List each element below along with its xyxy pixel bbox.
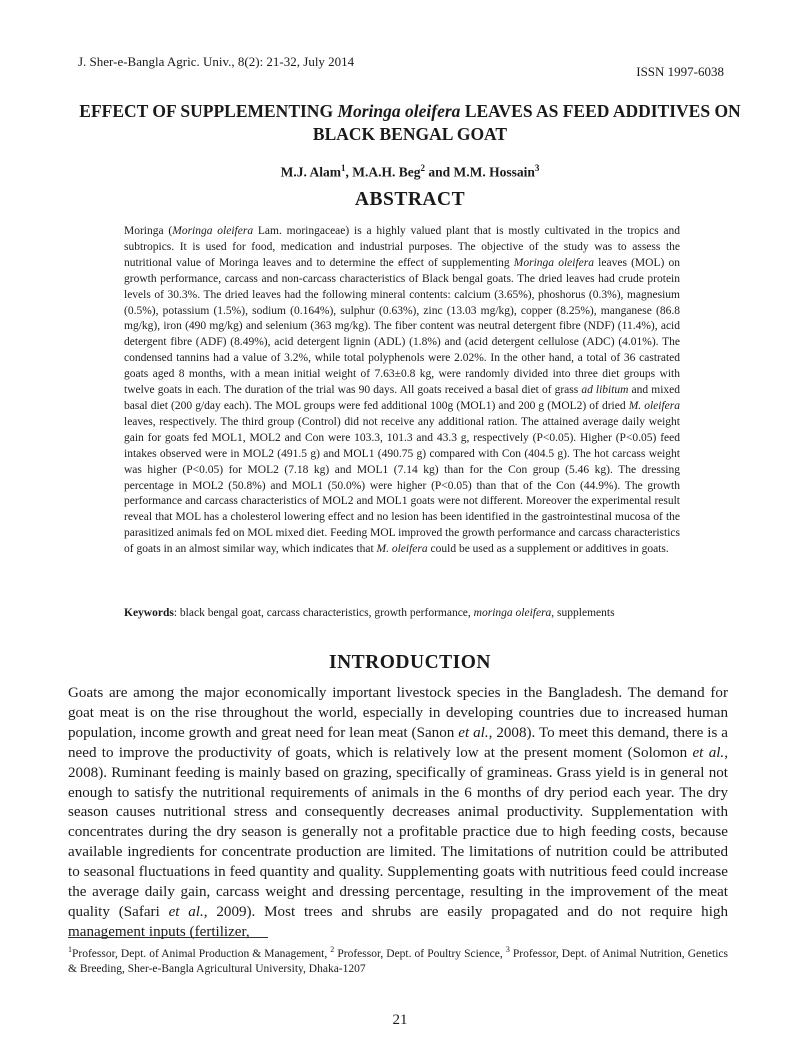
intro-text-1: Goats are among the major economically important livestock species in the Bangladesh. The demand for goat meat is on the rise throughout the world, especially in developing countries due to increased human population, income growth and great need for lean meat (Sanon xyxy=(68,685,728,741)
introduction-body xyxy=(68,684,728,943)
title-part-1: EFFECT OF SUPPLEMENTING xyxy=(79,101,338,121)
footnote-text-1: Professor, Dept. of Animal Production & Management, xyxy=(72,947,331,960)
author-1-affil: 1 xyxy=(340,163,346,173)
abstract-italic-1: Moringa oleifera xyxy=(172,225,254,237)
abstract-text-4: and mixed basal diet (200 g/day each). The MOL groups were fed additional 100g (MOL1) and 200 g (MOL2) of dried xyxy=(124,384,680,412)
abstract-text-6: could be used as a supplement or additives in goats. xyxy=(427,543,669,556)
intro-text-2: , 2008). To meet this demand, there is a need to improve the productivity of goats, which is relatively low at the present moment (Solomon xyxy=(68,724,728,761)
author-sep-1: , xyxy=(345,164,353,180)
author-3-affil: 3 xyxy=(534,163,540,173)
paper-title xyxy=(70,100,750,146)
intro-text-4: , 2009). Most trees and shrubs are easily propagated and do not require high management inputs (fertilizer, xyxy=(68,903,728,940)
affiliations-footnote xyxy=(68,942,728,978)
journal-citation: J. Sher-e-Bangla Agric. Univ., 8(2): 21-32, July 2014 xyxy=(78,54,355,69)
keywords-text-1: : black bengal goat, carcass characteristics, growth performance, xyxy=(173,607,474,619)
page-number: 21 xyxy=(392,1012,408,1028)
keywords-line xyxy=(124,606,680,622)
author-1: M.J. Alam xyxy=(280,164,341,180)
footnote-divider xyxy=(68,937,268,938)
footnote-mark-1: 1 xyxy=(68,945,72,954)
author-2-affil: 2 xyxy=(420,163,425,173)
author-list xyxy=(70,163,750,181)
footnote-mark-2: 2 xyxy=(330,945,335,954)
keywords-text-2: supplements xyxy=(554,607,615,619)
abstract-heading: ABSTRACT xyxy=(354,189,466,210)
intro-text-3: , 2008). Ruminant feeding is mainly based on grazing, specifically of gramineas. Grass yield is in general not enough to satisfy the nutritional requirements of animals in the 6 months of dry period each year. The dry season causes nutritional stress and consequently decreases animal productivity. Supplementation with concentrates during the dry season is generally not a profitable practice due to high feeding costs, because available ingredients for concentrate production are limited. The limitations of nutrition could be attributed to seasonal fluctuations in feed quantity and quality. Supplementing goats with nutritious feed could increase the average daily gain, carcass weight and dressing percentage, resulting in the improvement of the meat quality (Safari xyxy=(68,744,728,920)
intro-italic-1: et al. xyxy=(458,724,489,741)
issn-number: ISSN 1997-6038 xyxy=(636,64,724,79)
footnote-text-2: Professor, Dept. of Poultry Science, xyxy=(334,947,506,960)
author-3: M.M. Hossain xyxy=(453,164,535,180)
title-species: Moringa oleifera xyxy=(337,101,461,121)
title-part-2: LEAVES AS FEED ADDITIVES ON BLACK BENGAL GOAT xyxy=(312,101,741,144)
abstract-italic-3: ad libitum xyxy=(581,384,629,397)
abstract-text-3: leaves (MOL) on growth performance, carcass and non-carcass characteristics of Black bengal goats. The dried leaves had crude protein levels of 30.3%. The dried leaves had the following mineral contents: calcium (3.65%), phoshorus (0.3%), magnesium (0.5%), potassium (1.5%), sodium (0.164%), sulphur (0.63%), zinc (13.03 mg/kg), copper (8.25%), manganese (86.8 mg/kg), iron (490 mg/kg) and selenium (363 mg/kg). The fiber content was neutral detergent fibre (NDF) (11.4%), acid detergent fibre (ADF) (8.49%), acid detergent lignin (ADL) (1.8%) and (acid detergent cellulose (ADC) (4.01%). The condensed tannins had a value of 3.2%, while total polyphenols were 2.02%. In the other hand, a total of 36 castrated goats aged 8 months, with a mean initial weight of 7.63±0.8 kg, were randomly divided into three diet groups with twelve goats in each. The duration of the trial was 90 days. All goats received a basal diet of grass xyxy=(124,256,681,397)
introduction-heading: INTRODUCTION xyxy=(328,652,492,673)
footnote-mark-3: 3 xyxy=(505,945,510,954)
intro-italic-2: et al. xyxy=(692,744,725,761)
footnote-text-3: Professor, Dept. of Animal Nutrition, Genetics & Breeding, Sher-e-Bangla Agricultural University, Dhaka-1207 xyxy=(68,947,728,976)
intro-italic-3: et al. xyxy=(168,903,204,920)
author-2: M.A.H. Beg xyxy=(352,164,421,180)
abstract-text-2: Lam. moringaceae) is a highly valued plant that is mostly cultivated in the tropics and subtropics. It is used for food, medication and industrial purposes. The objective of the study was to assess the nutritional value of Moringa leaves and to determine the effect of supplementing xyxy=(124,225,680,269)
abstract-italic-2: Moringa oleifera xyxy=(513,256,594,269)
abstract-text-1: Moringa ( xyxy=(124,225,173,237)
abstract-body xyxy=(124,224,680,558)
abstract-text-5: leaves, respectively. The third group (Control) did not receive any additional ration. The attained average daily weight gain for goats fed MOL1, MOL2 and Con were 103.3, 101.3 and 43.3 g, respectively (P<0.05). Higher (P<0.05) feed intakes observed were in MOL2 (491.5 g) and MOL1 (490.75 g) compared with Con (404.5 g). The hot carcass weight was higher (P<0.05) for MOL2 (7.18 kg) and MOL1 (7.14 kg) than for the Con group (5.46 kg). The dressing percentage in MOL2 (50.8%) and MOL1 (50.0%) were higher (P<0.05) than that of the Con (44.9%). The growth performance and carcass characteristics of MOL2 and MOL1 goats were not different. Moreover the experimental result reveal that MOL has a cholesterol lowering effect and no lesion has been identified in the gastrointestinal mucosa of the parasitized animals fed on MOL mixed diet. Feeding MOL improved the growth performance and carcass characteristics of goats in an almost similar way, which indicates that xyxy=(124,415,680,556)
author-sep-2: and xyxy=(424,164,454,180)
keywords-label: Keywords xyxy=(124,607,174,619)
keywords-italic: moringa oleifera, xyxy=(473,607,555,619)
abstract-italic-4: M. oleifera xyxy=(628,399,680,412)
abstract-italic-5: M. oleifera xyxy=(376,543,428,556)
